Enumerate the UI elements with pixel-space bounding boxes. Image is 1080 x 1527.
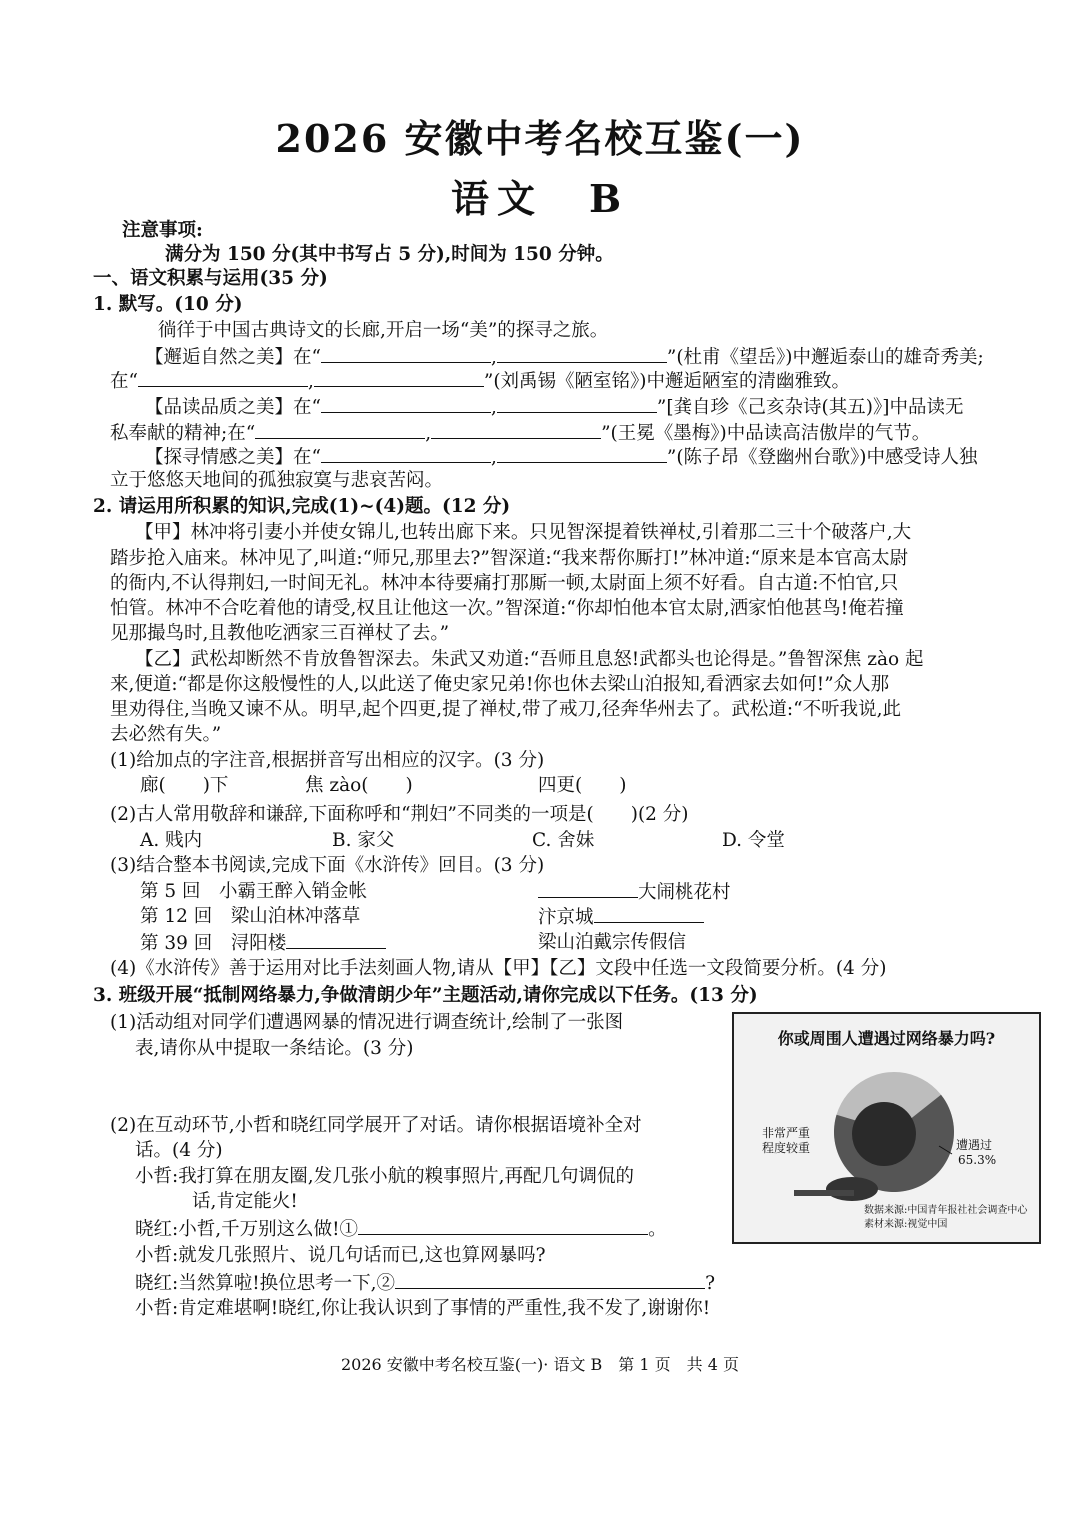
- notice-heading: 注意事项:: [122, 220, 203, 241]
- option-a[interactable]: A. 贱内: [140, 830, 203, 851]
- survey-chart: [732, 1012, 1041, 1244]
- q2-sub1-item-c[interactable]: 四更( ): [538, 775, 627, 796]
- subject-title: 语文 B: [450, 176, 630, 221]
- q1-line5: 【探寻情感之美】在“ , ”(陈子昂《登幽州台歌》)中感受诗人独: [145, 444, 978, 470]
- label-encountered: 遭遇过: [956, 1138, 993, 1152]
- pie-inner: [852, 1102, 916, 1166]
- answer-blank[interactable]: [321, 444, 491, 463]
- dialogue-line: 小哲:我打算在朋友圈,发几张小航的糗事照片,再配几句调侃的: [135, 1166, 634, 1187]
- chapter-row: 第 12 回 梁山泊林冲落草: [140, 906, 361, 927]
- answer-blank[interactable]: [321, 344, 491, 363]
- dialogue-line: 小哲:肯定难堪啊!晓红,你让我认识到了事情的严重性,我不发了,谢谢你!: [135, 1298, 711, 1319]
- option-b[interactable]: B. 家父: [332, 830, 395, 851]
- label-severe: 非常严重: [762, 1126, 811, 1140]
- section1-heading: 一、语文积累与运用(35 分): [93, 268, 328, 289]
- q3-sub2-line: 话。(4 分): [135, 1140, 223, 1161]
- q1-line4: 私奉献的精神;在“ , ”(王冕《墨梅》)中品读高洁傲岸的气节。: [110, 420, 930, 446]
- q1-line6: 立于悠悠天地间的孤独寂寞与悲哀苦闷。: [110, 470, 444, 491]
- q2-sub3: (3)结合整本书阅读,完成下面《水浒传》回目。(3 分): [110, 855, 545, 876]
- label-moderate: 程度较重: [762, 1141, 811, 1155]
- option-c[interactable]: C. 舍妹: [532, 830, 595, 851]
- data-source: 数据来源:中国青年报社社会调查中心: [864, 1205, 1028, 1216]
- q2-sub1: (1)给加点的字注音,根据拼音写出相应的汉字。(3 分): [110, 750, 545, 771]
- answer-blank[interactable]: [358, 1216, 648, 1235]
- answer-blank[interactable]: [497, 444, 667, 463]
- q1-line1: 【邂逅自然之美】在“ , ”(杜甫《望岳》)中邂逅泰山的雄奇秀美;: [145, 344, 984, 370]
- dialogue-line: 晓红:小哲,千万别这么做!① 。: [135, 1216, 667, 1242]
- q2-sub2: (2)古人常用敬辞和谦辞,下面称呼和“荆妇”不同类的一项是( )(2 分): [110, 804, 689, 825]
- q3-sub2-line: (2)在互动环节,小哲和晓红同学展开了对话。请你根据语境补全对: [110, 1115, 642, 1136]
- answer-blank[interactable]: [321, 394, 491, 413]
- q3-sub1-line: (1)活动组对同学们遭遇网暴的情况进行调查统计,绘制了一张图: [110, 1012, 624, 1033]
- option-d[interactable]: D. 令堂: [722, 830, 785, 851]
- answer-blank[interactable]: [286, 930, 386, 949]
- label-value: 65.3%: [958, 1153, 997, 1167]
- q2-sub4: (4)《水浒传》善于运用对比手法刻画人物,请从【甲】【乙】文段中任选一文段简要分析。(4 分): [110, 958, 887, 979]
- answer-blank[interactable]: [255, 420, 425, 439]
- passage-yi-line: 来,便道:“都是你这般慢性的人,以此送了俺史家兄弟!你也休去梁山泊报知,看洒家去如何!”众人那: [110, 674, 890, 695]
- answer-blank[interactable]: [538, 879, 638, 898]
- answer-blank[interactable]: [497, 344, 667, 363]
- chapter-row: 第 39 回 浔阳楼: [140, 930, 386, 956]
- chapter-row-answer: 梁山泊戴宗传假信: [538, 932, 687, 953]
- answer-blank[interactable]: [594, 904, 704, 923]
- chapter-row-answer: 大闹桃花村: [538, 879, 731, 905]
- chapter-row-answer: 汴京城: [538, 904, 704, 930]
- answer-blank[interactable]: [138, 368, 308, 387]
- desk-shape: [794, 1190, 854, 1196]
- q1-intro: 徜徉于中国古典诗文的长廊,开启一场“美”的探寻之旅。: [158, 320, 609, 341]
- passage-jia-line: 的衙内,不认得荆妇,一时间无礼。林冲本待要痛打那厮一顿,太尉面上须不好看。自古道:不怕官,只: [110, 573, 899, 594]
- notice-text: 满分为 150 分(其中书写占 5 分),时间为 150 分钟。: [165, 244, 614, 265]
- dialogue-line: 晓红:当然算啦!换位思考一下,② ?: [135, 1270, 715, 1296]
- q2-heading: 2. 请运用所积累的知识,完成(1)~(4)题。(12 分): [93, 496, 511, 517]
- passage-jia-line: 怕管。林冲不合吃着他的请受,权且让他这一次。”智深道:“你却怕他本官太尉,洒家怕他甚鸟!俺若撞: [110, 598, 904, 619]
- chapter-row: 第 5 回 小霸王醉入销金帐: [140, 881, 368, 902]
- answer-blank[interactable]: [431, 420, 601, 439]
- passage-jia-line: 踏步抢入庙来。林冲见了,叫道:“师兄,那里去?”智深道:“我来帮你厮打!”林冲道:“原来是本官高太尉: [110, 548, 909, 569]
- passage-yi-line: 【乙】武松却断然不肯放鲁智深去。朱武又劝道:“吾师且息怒!武都头也论得是。”鲁智深焦 zào 起: [135, 649, 924, 670]
- figure-silhouette: [826, 1177, 878, 1201]
- q1-heading: 1. 默写。(10 分): [93, 294, 243, 315]
- page-footer: 2026 安徽中考名校互鉴(一)· 语文 B 第 1 页 共 4 页: [340, 1355, 739, 1374]
- q1-line3: 【品读品质之美】在“ , ”[龚自珍《己亥杂诗(其五)》]中品读无: [145, 394, 963, 420]
- q3-heading: 3. 班级开展“抵制网络暴力,争做清朗少年”主题活动,请你完成以下任务。(13 分): [93, 985, 758, 1006]
- passage-jia-line: 见那撮鸟时,且教他吃洒家三百禅杖了去。”: [110, 623, 450, 644]
- answer-blank[interactable]: [395, 1270, 705, 1289]
- exam-title: 2026 安徽中考名校互鉴(一): [275, 116, 805, 161]
- q2-sub1-item-b[interactable]: 焦 zào( ): [305, 775, 413, 796]
- dialogue-line: 小哲:就发几张照片、说几句话而已,这也算网暴吗?: [135, 1245, 546, 1266]
- dialogue-line: 话,肯定能火!: [192, 1191, 298, 1212]
- material-source: 素材来源:视觉中国: [864, 1219, 948, 1230]
- q2-sub1-item-a[interactable]: 廊( )下: [140, 775, 229, 796]
- answer-blank[interactable]: [497, 394, 657, 413]
- chart-title: 你或周围人遭遇过网络暴力吗?: [777, 1029, 996, 1048]
- passage-yi-line: 里劝得住,当晚又谏不从。明早,起个四更,提了禅杖,带了戒刀,径奔华州去了。武松道:“不听我说,此: [110, 699, 901, 720]
- q3-sub1-line: 表,请你从中提取一条结论。(3 分): [135, 1038, 414, 1059]
- passage-yi-line: 去必然有失。”: [110, 724, 222, 745]
- q1-line2: 在“ , ”(刘禹锡《陋室铭》)中邂逅陋室的清幽雅致。: [110, 368, 850, 394]
- answer-blank[interactable]: [314, 368, 484, 387]
- passage-jia-line: 【甲】林冲将引妻小并使女锦儿,也转出廊下来。只见智深提着铁禅杖,引着那二三十个破落户,大: [135, 522, 912, 543]
